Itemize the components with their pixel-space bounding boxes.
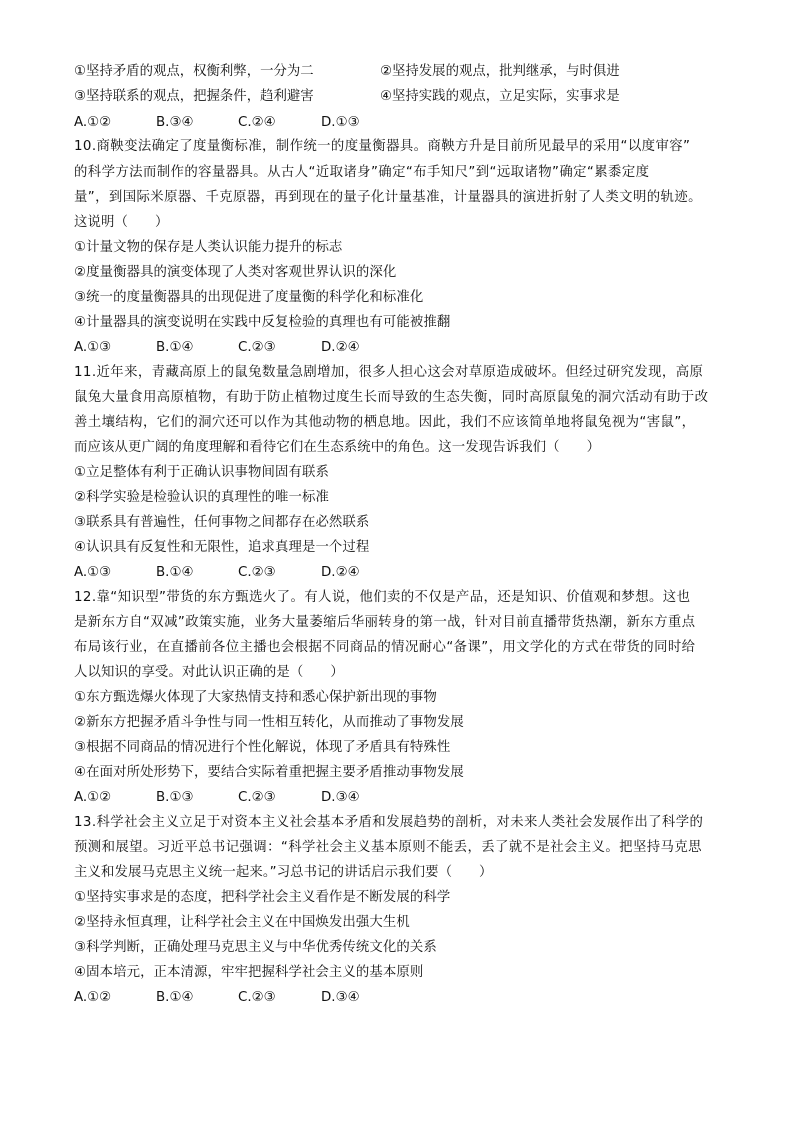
q13-statement-1: ①坚持实事求是的态度，把科学社会主义看作是不断发展的科学 [74,890,451,905]
q10-stem-line-3: 量”，到国际米原器、千克原器，再到现在的量子化计量基准，计量器具的演进折射了人类文明的轨迹。 [74,190,702,205]
q10-statement-4: ④计量器具的演变说明在实践中反复检验的真理也有可能被推翻 [74,315,451,330]
q11-option-b[interactable]: B.①④ [156,565,194,580]
q9-option-c[interactable]: C.②④ [238,115,276,130]
q11-stem-line-4: 而应该从更广阔的角度理解和看待它们在生态系统中的角色。这一发现告诉我们（ ） [74,440,601,455]
q10-stem-line-2: 的科学方法而制作的容量器具。从古人“近取诸身”确定“布手知尺”到“远取诸物”确定“累黍定度 [74,165,650,180]
q11-option-c[interactable]: C.②③ [238,565,276,580]
q9-options [74,110,724,136]
q12-option-d[interactable]: D.③④ [321,790,360,805]
q12-stem-line-2: 是新东方自“双减”政策实施，业务大量萎缩后华丽转身的第一战，针对目前直播带货热潮，新东方重点 [74,615,696,630]
q12-option-b[interactable]: B.①③ [156,790,194,805]
q11-statement-3: ③联系具有普遍性，任何事物之间都存在必然联系 [74,515,370,530]
q11-options [74,560,724,586]
q10-options [74,335,724,361]
q13-stem-line-1: 13.科学社会主义立足于对资本主义社会基本矛盾和发展趋势的剖析，对未来人类社会发展作出了科学的 [74,815,704,830]
q11-stem-line-1: 11.近年来，青藏高原上的鼠兔数量急剧增加，很多人担心这会对草原造成破坏。但经过研究发现，高原 [74,365,704,380]
q11-stem-line-2: 鼠兔大量食用高原植物，有助于防止植物过度生长而导致的生态失衡，同时高原鼠兔的洞穴活动有助于改 [74,390,709,405]
q12-statement-1: ①东方甄选爆火体现了大家热情支持和悉心保护新出现的事物 [74,690,437,705]
q13-option-d[interactable]: D.③④ [321,990,360,1005]
q11-option-a[interactable]: A.①③ [74,565,112,580]
q10-option-b[interactable]: B.①④ [156,340,194,355]
q13-option-c[interactable]: C.②③ [238,990,276,1005]
q13-options [74,985,724,1011]
q13-statement-3: ③科学判断，正确处理马克思主义与中华优秀传统文化的关系 [74,940,437,955]
q9-statement-1: ①坚持矛盾的观点，权衡利弊，一分为二 [74,64,314,79]
q9-option-a[interactable]: A.①② [74,115,112,130]
q12-stem-line-4: 人以知识的享受。对此认识正确的是（ ） [74,665,344,680]
q10-statement-2: ②度量衡器具的演变体现了人类对客观世界认识的深化 [74,265,397,280]
q12-stem-line-3: 布局该行业，在直播前各位主播也会根据不同商品的情况耐心“备课”，用文学化的方式在带货的同时给 [74,640,696,655]
q12-stem-line-1: 12.靠“知识型”带货的东方甄选火了。有人说，他们卖的不仅是产品，还是知识、价值观和梦想。这也 [74,590,691,605]
q10-stem-line-1: 10.商鞅变法确定了度量衡标准，制作统一的度量衡器具。商鞅方升是目前所见最早的采用“以度审容” [74,139,691,154]
q9-statement-2: ②坚持发展的观点，批判继承，与时俱进 [380,64,620,79]
q9-option-b[interactable]: B.③④ [156,115,194,130]
q12-option-c[interactable]: C.②③ [238,790,276,805]
q10-option-a[interactable]: A.①③ [74,340,112,355]
q10-statement-1: ①计量文物的保存是人类认识能力提升的标志 [74,240,343,255]
q13-option-b[interactable]: B.①④ [156,990,194,1005]
q10-stem-line-4: 这说明（ ） [74,215,169,230]
q13-stem-line-2: 预测和展望。习近平总书记强调：“科学社会主义基本原则不能丢，丢了就不是社会主义。把坚持马克思 [74,840,702,855]
q12-statement-2: ②新东方把握矛盾斗争性与同一性相互转化，从而推动了事物发展 [74,715,464,730]
q13-option-a[interactable]: A.①② [74,990,112,1005]
q13-statement-2: ②坚持永恒真理，让科学社会主义在中国焕发出强大生机 [74,915,410,930]
q11-statement-2: ②科学实验是检验认识的真理性的唯一标准 [74,490,329,505]
q9-option-d[interactable]: D.①③ [321,115,360,130]
q12-option-a[interactable]: A.①② [74,790,112,805]
q9-statement-4: ④坚持实践的观点，立足实际，实事求是 [380,89,620,104]
q11-statement-1: ①立足整体有利于正确认识事物间固有联系 [74,465,329,480]
q9-statement-3: ③坚持联系的观点，把握条件，趋利避害 [74,89,314,104]
q11-stem-line-3: 善土壤结构，它们的洞穴还可以作为其他动物的栖息地。因此，我们不应该简单地将鼠兔视为“害鼠”， [74,415,696,430]
q12-statement-3: ③根据不同商品的情况进行个性化解说，体现了矛盾具有特殊性 [74,740,451,755]
q13-stem-line-3: 主义和发展马克思主义统一起来。”习总书记的讲话启示我们要（ ） [74,865,493,880]
q10-option-c[interactable]: C.②③ [238,340,276,355]
q13-statement-4: ④固本培元，正本清源，牢牢把握科学社会主义的基本原则 [74,965,424,980]
q12-statement-4: ④在面对所处形势下，要结合实际着重把握主要矛盾推动事物发展 [74,765,464,780]
q12-options [74,785,724,811]
q10-option-d[interactable]: D.②④ [321,340,360,355]
q11-option-d[interactable]: D.②④ [321,565,360,580]
q10-statement-3: ③统一的度量衡器具的出现促进了度量衡的科学化和标准化 [74,290,424,305]
q11-statement-4: ④认识具有反复性和无限性，追求真理是一个过程 [74,540,370,555]
